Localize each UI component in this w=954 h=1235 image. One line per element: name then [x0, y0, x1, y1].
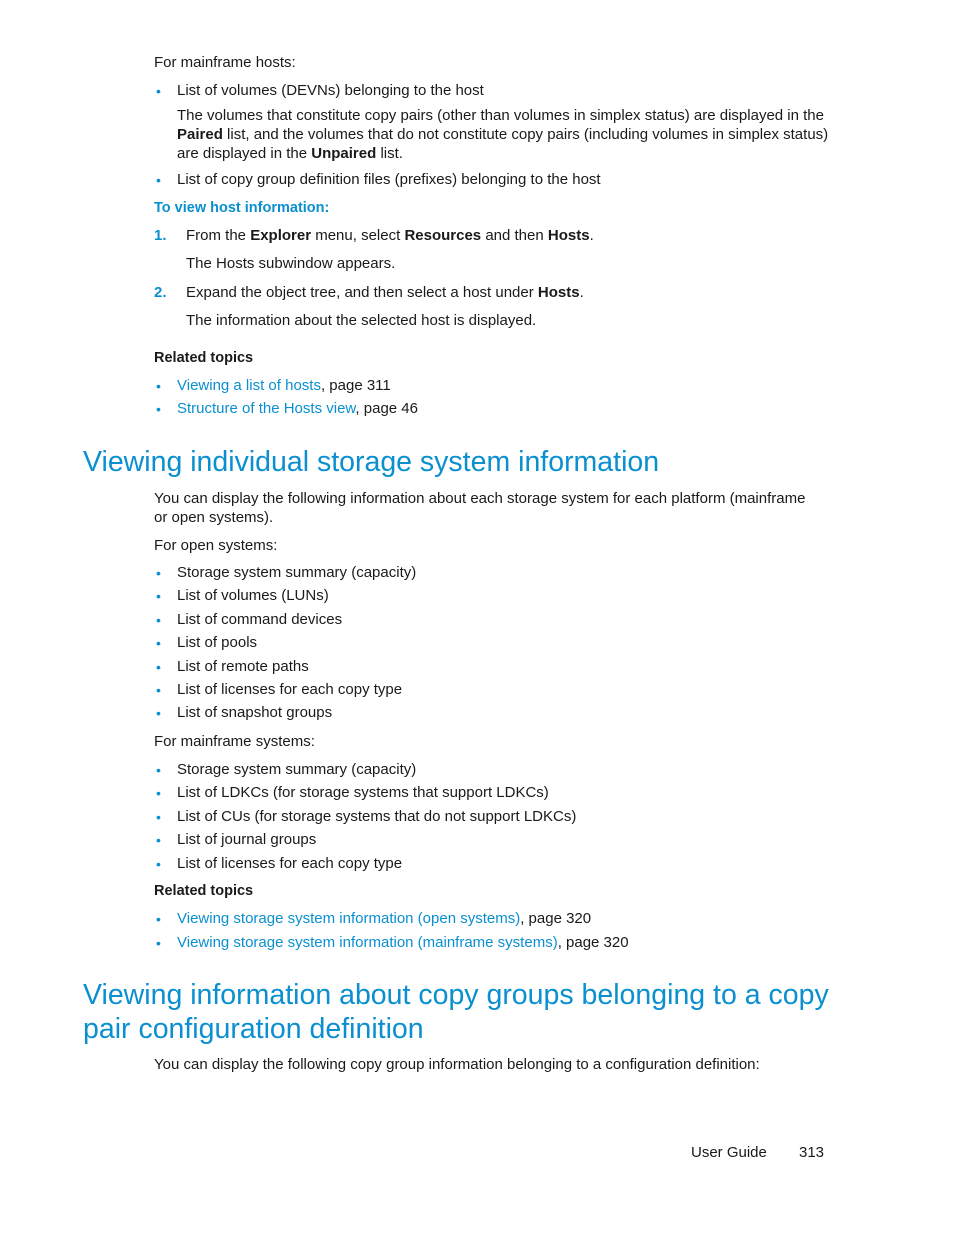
- paragraph-text: list.: [376, 145, 403, 162]
- procedure-step-2: [186, 283, 584, 303]
- bullet-icon: •: [156, 565, 161, 581]
- paragraph-line: or open systems).: [154, 509, 274, 526]
- bullet-icon: •: [156, 935, 161, 951]
- paired-description: [177, 106, 828, 163]
- mainframe-systems-label: For mainframe systems:: [154, 733, 315, 750]
- footer-label: User Guide: [691, 1144, 767, 1161]
- section-heading: Viewing individual storage system information: [83, 446, 660, 478]
- procedure-title: To view host information:: [154, 200, 330, 216]
- hosts-term: Hosts: [547, 227, 590, 244]
- section-intro: [154, 489, 805, 527]
- page-reference: , page 320: [557, 934, 629, 951]
- section-intro: You can display the following copy group information belonging to a configuration definition:: [154, 1056, 760, 1073]
- step-number: 1.: [154, 227, 167, 244]
- hosts-term: Hosts: [537, 284, 580, 301]
- list-item: List of command devices: [177, 610, 343, 628]
- bullet-icon: •: [156, 762, 161, 778]
- paired-term: Paired: [177, 126, 223, 143]
- related-topic-item: [177, 376, 391, 396]
- bullet-icon: •: [156, 832, 161, 849]
- list-item: Storage system summary (capacity): [177, 761, 417, 778]
- list-item: List of volumes (LUNs): [177, 587, 329, 605]
- bullet-icon: •: [156, 172, 161, 188]
- step-number: 2.: [154, 284, 167, 301]
- step-1-result: The Hosts subwindow appears.: [186, 255, 396, 272]
- paragraph-line: [177, 125, 828, 144]
- paragraph-text: list, and the volumes that do not constitute copy pairs (including volumes in simplex status): [222, 126, 829, 143]
- paragraph-line: The volumes that constitute copy pairs (other than volumes in simplex status) are displayed in the: [177, 107, 824, 124]
- bullet-icon: •: [156, 911, 161, 927]
- related-topics-heading: Related topics: [154, 883, 254, 899]
- list-item: List of LDKCs (for storage systems that support LDKCs): [177, 784, 549, 802]
- unpaired-term: Unpaired: [311, 145, 377, 162]
- explorer-term: Explorer: [250, 227, 312, 244]
- procedure-step-1: [186, 226, 594, 246]
- list-item: List of snapshot groups: [177, 704, 333, 722]
- bullet-icon: •: [156, 611, 161, 628]
- paragraph-line: You can display the following information about each storage system for each platform (mainframe: [154, 490, 806, 507]
- list-item: List of copy group definition files (prefixes) belonging to the host: [177, 171, 601, 188]
- bullet-icon: •: [156, 785, 161, 802]
- bullet-icon: •: [156, 635, 161, 652]
- bullet-icon: •: [156, 855, 161, 872]
- step-text: .: [589, 227, 594, 244]
- bullet-icon: •: [156, 83, 161, 99]
- paragraph-line: [177, 144, 828, 163]
- step-2-result: The information about the selected host is displayed.: [186, 312, 537, 329]
- mainframe-hosts-intro: For mainframe hosts:: [154, 54, 296, 71]
- page-reference: , page 311: [320, 377, 391, 394]
- step-text: and then: [481, 227, 548, 244]
- list-item: List of licenses for each copy type: [177, 681, 403, 698]
- resources-term: Resources: [404, 227, 482, 244]
- related-topic-link[interactable]: Structure of the Hosts view: [177, 400, 356, 417]
- step-text: menu, select: [311, 227, 405, 244]
- bullet-icon: •: [156, 658, 161, 675]
- heading-line: Viewing information about copy groups belonging to a copy: [83, 979, 829, 1011]
- step-text: From the: [186, 227, 251, 244]
- list-item: List of journal groups: [177, 831, 317, 849]
- related-topic-item: [177, 933, 629, 953]
- page-reference: , page 46: [355, 400, 418, 417]
- section-heading: [83, 978, 829, 1046]
- list-item: List of CUs (for storage systems that do not support LDKCs): [177, 807, 577, 825]
- bullet-icon: •: [156, 682, 161, 698]
- step-text: Expand the object tree, and then select a host under: [186, 284, 538, 301]
- page-reference: , page 320: [520, 910, 592, 927]
- related-topic-link[interactable]: Viewing storage system information (mainframe systems): [177, 934, 558, 951]
- bullet-icon: •: [156, 705, 161, 722]
- heading-line: pair configuration definition: [83, 1013, 424, 1045]
- list-item: List of volumes (DEVNs) belonging to the host: [177, 82, 484, 99]
- list-item: List of pools: [177, 634, 258, 652]
- list-item: List of licenses for each copy type: [177, 854, 403, 872]
- step-text: .: [579, 284, 584, 301]
- related-topic-item: [177, 909, 591, 929]
- related-topics-heading: Related topics: [154, 350, 254, 366]
- related-topic-item: [177, 399, 418, 419]
- bullet-icon: •: [156, 401, 161, 417]
- page-number: 313: [799, 1144, 825, 1161]
- related-topic-link[interactable]: Viewing a list of hosts: [177, 377, 321, 394]
- bullet-icon: •: [156, 588, 161, 605]
- list-item: Storage system summary (capacity): [177, 564, 417, 581]
- bullet-icon: •: [156, 378, 161, 394]
- related-topic-link[interactable]: Viewing storage system information (open systems): [177, 910, 521, 927]
- bullet-icon: •: [156, 808, 161, 825]
- open-systems-label: For open systems:: [154, 537, 278, 554]
- list-item: List of remote paths: [177, 657, 309, 675]
- paragraph-text: are displayed in the: [177, 145, 312, 162]
